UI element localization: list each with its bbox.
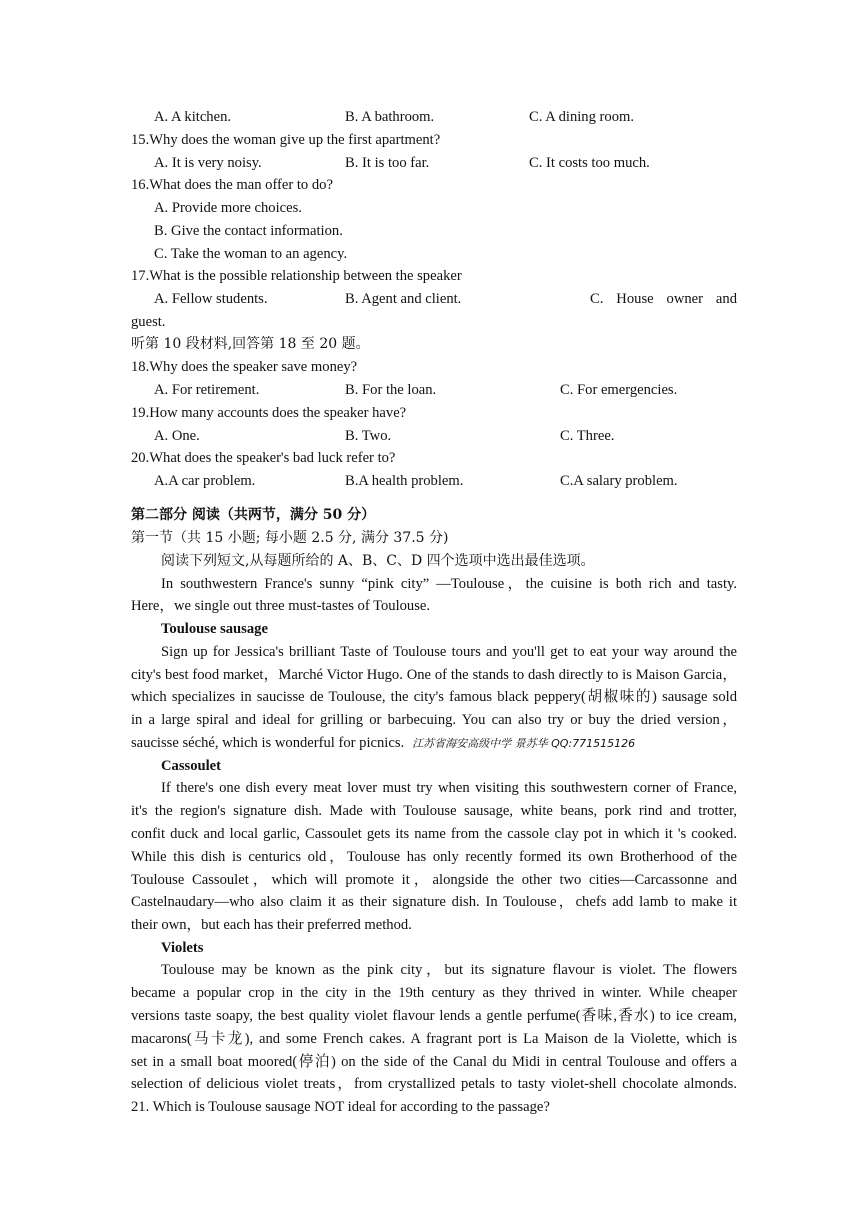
section10-intro: 听第 10 段材料,回答第 18 至 20 题。 (131, 336, 370, 352)
reading-instructions: 阅读下列短文,从每题所给的 A、B、C、D 四个选项中选出最佳选项。 (161, 553, 595, 569)
violets-line-4: macarons(马卡龙), and some French cakes. A fragrant port is La Maison de la Violette, which is (131, 1031, 737, 1047)
cassoulet-line-4: While this dish is centurics old，Toulouse has only recently formed its own Brotherhood of the (131, 849, 737, 865)
sausage-line-5 (131, 736, 635, 751)
q15-option-c: C. It costs too much. (529, 155, 650, 171)
q14-option-b: B. A bathroom. (345, 109, 435, 125)
q17-option-a: A. Fellow students. (154, 291, 268, 307)
heading-cassoulet: Cassoulet (161, 758, 221, 774)
q17-option-c: C. House owner and (590, 291, 737, 307)
q19-option-c: C. Three. (560, 428, 615, 444)
q18-option-c: C. For emergencies. (560, 382, 678, 398)
cassoulet-line-6: Castelnaudary—who also claim it as their signature dish. In Toulouse，chefs add lamb to make it (131, 894, 737, 910)
violets-line-2: became a popular crop in the city in the 19th century as they thrived in winter. While cheaper (131, 985, 737, 1001)
q15-option-a: A. It is very noisy. (154, 155, 262, 171)
q20-stem: 20.What does the speaker's bad luck refer to? (131, 450, 396, 466)
q17-option-b: B. Agent and client. (345, 291, 462, 307)
intro-line-1: In southwestern France's sunny “pink city” —Toulouse，the cuisine is both rich and tasty. (161, 576, 737, 592)
q18-option-b: B. For the loan. (345, 382, 437, 398)
q16-option-b: B. Give the contact information. (154, 223, 343, 239)
q20-option-b: B.A health problem. (345, 473, 464, 489)
q19-option-a: A. One. (154, 428, 200, 444)
q15-option-b: B. It is too far. (345, 155, 430, 171)
sausage-line-2: city's best food market，Marché Victor Hugo. One of the stands to dash directly to is Maison Garcia， (131, 667, 737, 683)
heading-toulouse-sausage: Toulouse sausage (161, 621, 268, 637)
violets-line-5: set in a small boat moored(停泊) on the side of the Canal du Midi in central Toulouse and offers a (131, 1054, 737, 1070)
sausage-line-1: Sign up for Jessica's brilliant Taste of Toulouse tours and you'll get to eat your way around the (161, 644, 737, 660)
q18-option-a: A. For retirement. (154, 382, 260, 398)
q16-option-c: C. Take the woman to an agency. (154, 246, 348, 262)
sausage-line-5-text: saucisse séché, which is wonderful for picnics. (131, 735, 405, 751)
q16-option-a: A. Provide more choices. (154, 200, 302, 216)
cassoulet-line-3: confit duck and local garlic, Cassoulet gets its name from the cassole clay pot in which it 's cooked. (131, 826, 737, 842)
q19-stem: 19.How many accounts does the speaker have? (131, 405, 407, 421)
q17-option-c-cont: guest. (131, 314, 166, 330)
q14-option-a: A. A kitchen. (154, 109, 232, 125)
cassoulet-line-5: Toulouse Cassoulet，which will promote it，alongside the other two cities—Carcassonne and (131, 872, 737, 888)
q14-option-c: C. A dining room. (529, 109, 635, 125)
heading-violets: Violets (161, 940, 204, 956)
violets-line-3: versions taste soapy, the best quality violet flavour lends a gentle perfume(香味,香水) to ice cream, (131, 1008, 737, 1024)
q21-stem: 21. Which is Toulouse sausage NOT ideal for according to the passage? (131, 1099, 550, 1115)
part2-title: 第二部分 阅读（共两节，满分 50 分） (131, 507, 376, 523)
violets-line-1: Toulouse may be known as the pink city，but its signature flavour is violet. The flowers (161, 962, 737, 978)
q15-stem: 15.Why does the woman give up the first apartment? (131, 132, 441, 148)
intro-line-2: Here，we single out three must-tastes of Toulouse. (131, 598, 431, 614)
cassoulet-line-1: If there's one dish every meat lover must try when visiting this southwestern corner of France, (161, 780, 737, 796)
violets-line-6: selection of delicious violet treats，from crystallized petals to tasty violet-shell chocolate almonds. (131, 1076, 737, 1092)
cassoulet-line-2: it's the region's signature dish. Made with Toulouse sausage, white beans, pork rind and trotter, (131, 803, 737, 819)
q19-option-b: B. Two. (345, 428, 392, 444)
q20-option-a: A.A car problem. (154, 473, 256, 489)
sausage-line-3: which specializes in saucisse de Toulouse, the city's famous black peppery(胡椒味的) sausage sold (131, 689, 737, 705)
q18-stem: 18.Why does the speaker save money? (131, 359, 358, 375)
section1-title: 第一节（共 15 小题; 每小题 2.5 分, 满分 37.5 分) (131, 530, 449, 546)
q16-stem: 16.What does the man offer to do? (131, 177, 333, 193)
q17-stem: 17.What is the possible relationship between the speaker (131, 268, 462, 284)
school-signature-note: 江苏省海安高级中学 景苏华 QQ:771515126 (412, 737, 636, 750)
q20-option-c: C.A salary problem. (560, 473, 678, 489)
sausage-line-4: in a large spiral and ideal for grilling or barbecuing. You can also try or buy the dried version， (131, 712, 737, 728)
cassoulet-line-7: their own，but each has their preferred method. (131, 917, 412, 933)
